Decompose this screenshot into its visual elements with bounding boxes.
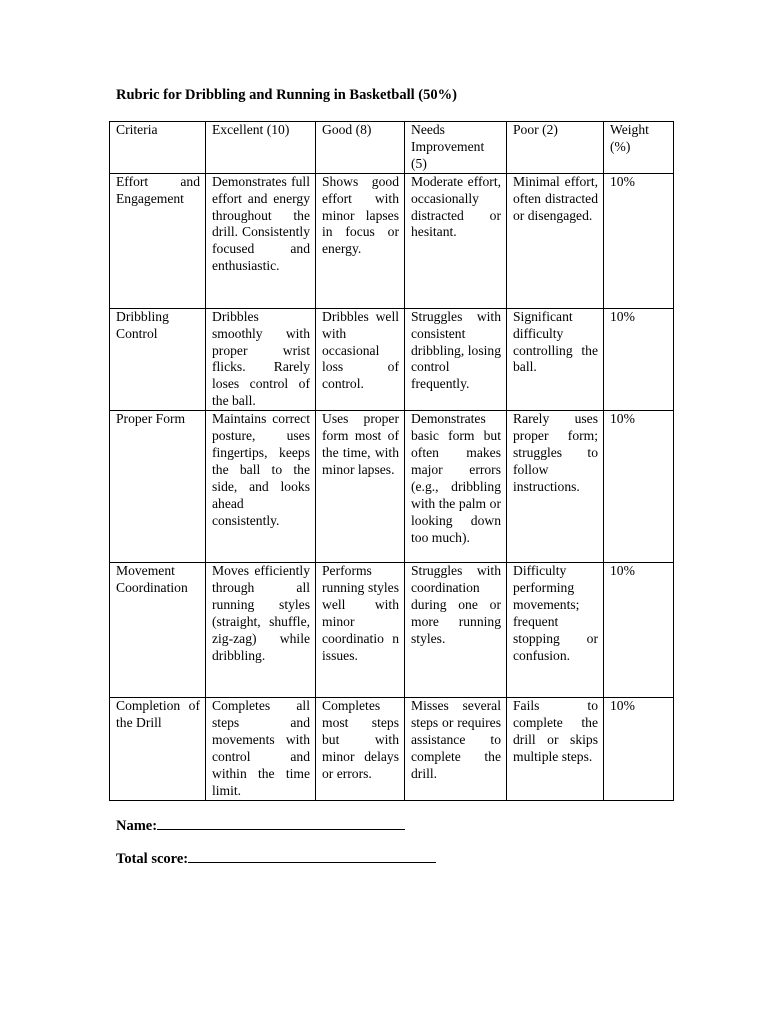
excellent-cell: Demonstrates full effort and energy throughout the drill. Consistently focused and enthusiastic.	[206, 173, 316, 308]
needs-improvement-cell: Struggles with consistent dribbling, losing control frequently.	[405, 308, 507, 410]
header-criteria: Criteria	[110, 122, 206, 174]
table-row	[110, 698, 674, 800]
table-header-row	[110, 122, 674, 174]
needs-improvement-cell: Moderate effort, occasionally distracted or hesitant.	[405, 173, 507, 308]
weight-cell: 10%	[604, 308, 674, 410]
poor-cell: Significant difficulty controlling the ball.	[507, 308, 604, 410]
header-poor: Poor (2)	[507, 122, 604, 174]
good-cell: Dribbles well with occasional loss of control.	[316, 308, 405, 410]
needs-improvement-cell: Demonstrates basic form but often makes major errors (e.g., dribbling with the palm or looking down too much).	[405, 411, 507, 563]
page-title: Rubric for Dribbling and Running in Basketball (50%)	[116, 87, 457, 103]
total-score-blank[interactable]	[188, 848, 436, 863]
poor-cell: Minimal effort, often distracted or disengaged.	[507, 173, 604, 308]
good-cell: Uses proper form most of the time, with minor lapses.	[316, 411, 405, 563]
poor-cell: Fails to complete the drill or skips multiple steps.	[507, 698, 604, 800]
weight-cell: 10%	[604, 563, 674, 698]
excellent-cell: Completes all steps and movements with control and within the time limit.	[206, 698, 316, 800]
criteria-cell: Dribbling Control	[110, 308, 206, 410]
excellent-cell: Maintains correct posture, uses fingertips, keeps the ball to the side, and looks ahead consistently.	[206, 411, 316, 563]
header-needs-improvement: Needs Improvement (5)	[405, 122, 507, 174]
total-score-field-line	[116, 848, 436, 868]
poor-cell: Difficulty performing movements; frequent stopping or confusion.	[507, 563, 604, 698]
weight-cell: 10%	[604, 173, 674, 308]
good-cell: Performs running styles well with minor coordinatio n issues.	[316, 563, 405, 698]
header-excellent: Excellent (10)	[206, 122, 316, 174]
needs-improvement-cell: Struggles with coordination during one or more running styles.	[405, 563, 507, 698]
needs-improvement-cell: Misses several steps or requires assistance to complete the drill.	[405, 698, 507, 800]
criteria-cell: Completion of the Drill	[110, 698, 206, 800]
header-good: Good (8)	[316, 122, 405, 174]
weight-cell: 10%	[604, 698, 674, 800]
poor-cell: Rarely uses proper form; struggles to follow instructions.	[507, 411, 604, 563]
excellent-cell: Moves efficiently through all running styles (straight, shuffle, zig-zag) while dribbling.	[206, 563, 316, 698]
name-label: Name:	[116, 818, 158, 834]
table-row	[110, 563, 674, 698]
name-field-line	[116, 815, 405, 835]
total-score-label: Total score:	[116, 851, 189, 867]
criteria-cell: Movement Coordination	[110, 563, 206, 698]
rubric-table	[109, 121, 674, 801]
good-cell: Completes most steps but with minor delays or errors.	[316, 698, 405, 800]
table-row	[110, 173, 674, 308]
good-cell: Shows good effort with minor lapses in focus or energy.	[316, 173, 405, 308]
criteria-cell: Proper Form	[110, 411, 206, 563]
table-row	[110, 411, 674, 563]
weight-cell: 10%	[604, 411, 674, 563]
name-blank[interactable]	[157, 815, 405, 830]
criteria-cell: Effort and Engagement	[110, 173, 206, 308]
header-weight: Weight (%)	[604, 122, 674, 174]
table-row	[110, 308, 674, 410]
excellent-cell: Dribbles smoothly with proper wrist flicks. Rarely loses control of the ball.	[206, 308, 316, 410]
